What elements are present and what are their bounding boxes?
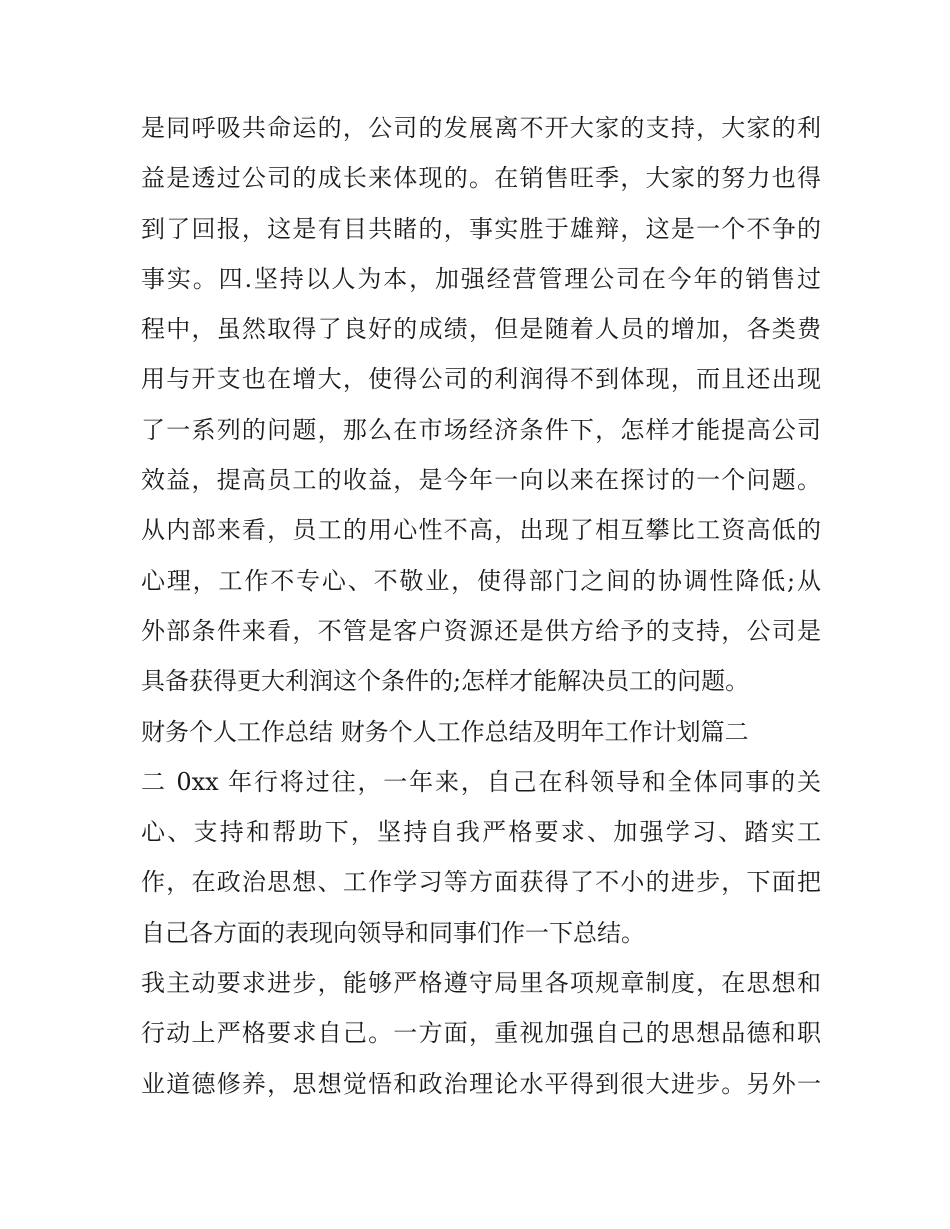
text-line: 外部条件来看，不管是客户资源还是供方给予的支持，公司是 <box>141 616 821 645</box>
text-line: 自己各方面的表现向领导和同事们作一下总结。 <box>141 918 645 947</box>
text-line: 行动上严格要求自己。一方面，重视加强自己的思想品德和职 <box>141 1019 821 1048</box>
text-line: 是同呼吸共命运的，公司的发展离不开大家的支持，大家的利 <box>141 114 821 142</box>
text-line: 益是透过公司的成长来体现的。在销售旺季，大家的努力也得 <box>141 164 821 193</box>
text-line: 了一系列的问题，那么在市场经济条件下，怎样才能提高公司 <box>141 415 821 444</box>
text-line: 业道德修养，思想觉悟和政治理论水平得到很大进步。另外一 <box>141 1069 821 1098</box>
text-line: 二 0xx 年行将过往，一年来，自己在科领导和全体同事的关 <box>141 767 821 796</box>
text-line: 财务个人工作总结 财务个人工作总结及明年工作计划篇二 <box>141 717 749 746</box>
body-text <box>141 103 821 1109</box>
text-line: 作，在政治思想、工作学习等方面获得了不小的进步，下面把 <box>141 868 821 897</box>
text-line: 心理，工作不专心、不敬业，使得部门之间的协调性降低;从 <box>141 566 821 595</box>
text-line: 从内部来看，员工的用心性不高，出现了相互攀比工资高低的 <box>141 516 821 545</box>
text-line: 事实。四.坚持以人为本，加强经营管理公司在今年的销售过 <box>141 264 821 293</box>
text-line: 具备获得更大利润这个条件的;怎样才能解决员工的问题。 <box>141 667 750 696</box>
text-line: 我主动要求进步，能够严格遵守局里各项规章制度，在思想和 <box>141 969 821 998</box>
text-line: 程中，虽然取得了良好的成绩，但是随着人员的增加，各类费 <box>141 315 821 344</box>
text-line: 效益，提高员工的收益，是今年一向以来在探讨的一个问题。 <box>141 466 821 495</box>
text-line: 用与开支也在增大，使得公司的利润得不到体现，而且还出现 <box>141 365 821 394</box>
text-line: 到了回报，这是有目共睹的，事实胜于雄辩，这是一个不争的 <box>141 214 821 243</box>
text-line: 心、支持和帮助下，坚持自我严格要求、加强学习、踏实工 <box>141 818 821 847</box>
